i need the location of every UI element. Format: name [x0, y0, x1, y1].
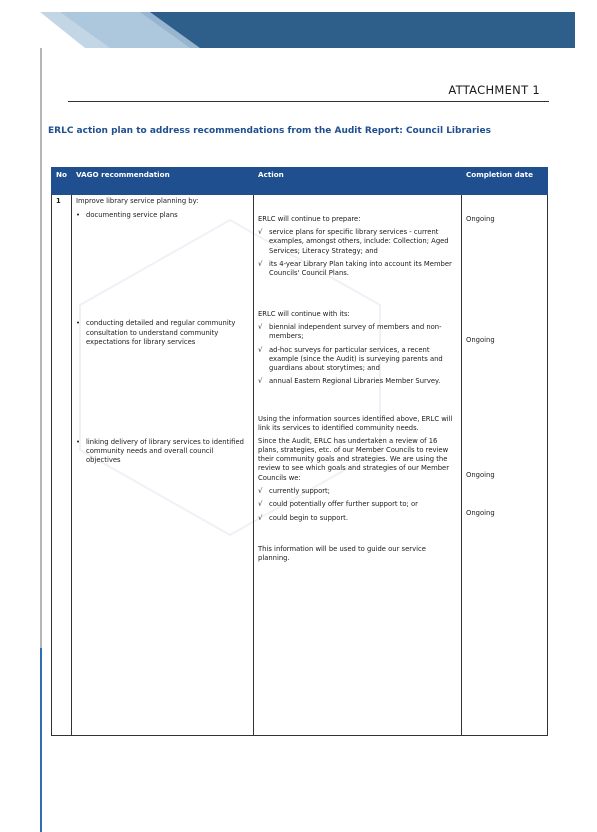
- check-icon: √: [258, 323, 263, 332]
- action-check-item: [258, 487, 457, 496]
- check-text: its 4-year Library Plan taking into account its Member Councils' Council Plans.: [269, 259, 452, 277]
- action-check-item: [258, 377, 457, 386]
- action-paragraph: This information will be used to guide our service planning.: [258, 545, 426, 563]
- attachment-rule: [68, 101, 549, 102]
- recommendation-item: [76, 438, 249, 466]
- recommendation-item: [76, 211, 249, 220]
- completion-date: Ongoing: [466, 471, 495, 480]
- completion-date: Ongoing: [466, 336, 495, 345]
- bullet-icon: •: [76, 319, 81, 328]
- attachment-label: ATTACHMENT 1: [448, 83, 540, 97]
- check-icon: √: [258, 486, 263, 495]
- check-text: currently support;: [269, 486, 330, 495]
- header-no: No: [52, 168, 72, 195]
- action-check-item: [258, 500, 457, 509]
- completion-date: Ongoing: [466, 215, 495, 223]
- header-banner: [0, 0, 597, 48]
- action-check-item: [258, 346, 457, 374]
- table-header-row: [52, 168, 548, 195]
- check-icon: √: [258, 513, 263, 522]
- recommendation-intro: Improve library service planning by:: [76, 197, 199, 205]
- check-icon: √: [258, 500, 263, 509]
- completion-date: Ongoing: [466, 508, 495, 517]
- header-recommendation: VAGO recommendation: [72, 168, 254, 195]
- check-icon: √: [258, 345, 263, 354]
- check-text: service plans for specific library services - current examples, amongst others, include: Collection; Aged Services; Literacy Strategy; and: [269, 228, 449, 255]
- bullet-icon: •: [76, 211, 81, 220]
- action-check-item: [258, 514, 457, 523]
- recommendations-table: [51, 167, 548, 736]
- recommendation-text: conducting detailed and regular community consultation to understand community expectations for library services: [86, 319, 236, 346]
- check-text: could begin to support.: [269, 513, 348, 522]
- action-lead: ERLC will continue with its:: [258, 310, 350, 319]
- recommendation-cell: [72, 195, 254, 736]
- check-icon: √: [258, 228, 263, 237]
- table-row: [52, 195, 548, 736]
- action-check-item: [258, 228, 457, 256]
- action-check-item: [258, 260, 457, 278]
- header-action: Action: [254, 168, 462, 195]
- action-paragraph: Using the information sources identified above, ERLC will link its services to identified community needs.: [258, 414, 453, 432]
- check-text: annual Eastern Regional Libraries Member Survey.: [269, 377, 441, 386]
- header-completion-date: Completion date: [462, 168, 548, 195]
- check-text: could potentially offer further support to; or: [269, 500, 418, 509]
- plan-title: ERLC action plan to address recommendations from the Audit Report: Council Libraries: [48, 126, 491, 136]
- recommendation-item: [76, 319, 249, 347]
- action-lead: ERLC will continue to prepare:: [258, 215, 361, 223]
- check-text: biennial independent survey of members and non-members;: [269, 323, 442, 341]
- action-cell: [254, 195, 462, 736]
- row-number: 1: [52, 195, 72, 736]
- check-icon: √: [258, 377, 263, 386]
- recommendation-text: linking delivery of library services to identified community needs and overall council objectives: [86, 437, 244, 465]
- completion-date-cell: [462, 195, 548, 736]
- recommendation-text: documenting service plans: [86, 211, 178, 220]
- bullet-icon: •: [76, 437, 81, 446]
- action-check-item: [258, 323, 457, 341]
- action-paragraph: Since the Audit, ERLC has undertaken a review of 16 plans, strategies, etc. of our Member Councils to review their community goals and strategies. We are using the review to see which goals and strategies of our Member Councils we:: [258, 436, 450, 482]
- left-margin-accent: [40, 648, 42, 832]
- check-text: ad-hoc surveys for particular services, a recent example (since the Audit) is surveying parents and guardians about storytimes; and: [269, 345, 443, 372]
- check-icon: √: [258, 259, 263, 268]
